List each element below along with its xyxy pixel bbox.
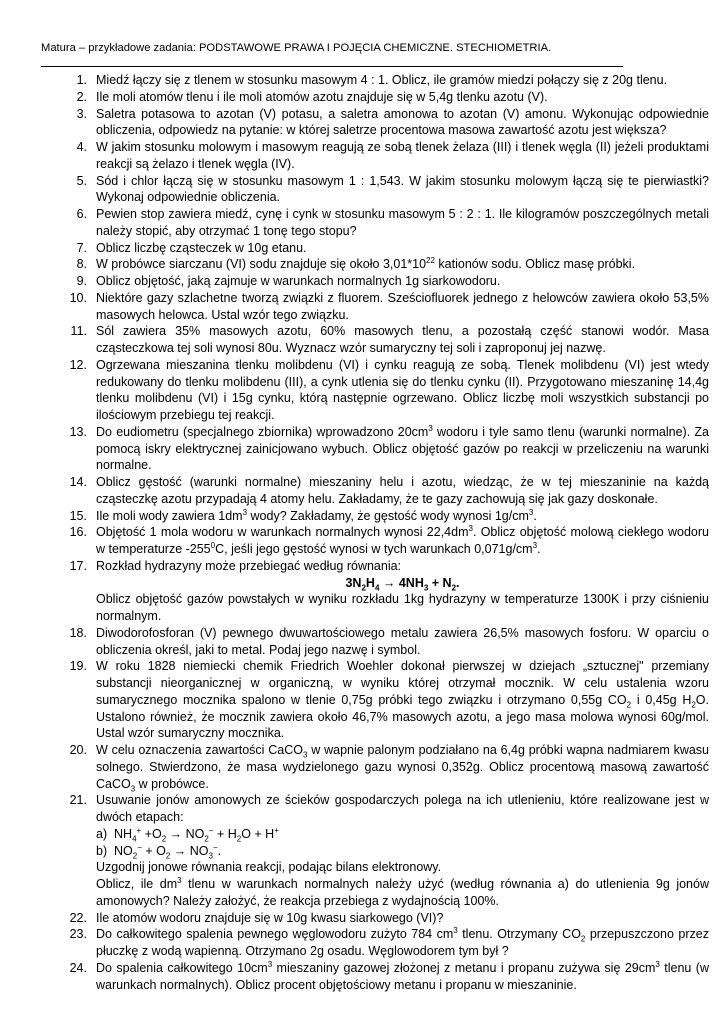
- task-number: 11.: [70, 324, 87, 339]
- task-text: Pewien stop zawiera miedź, cynę i cynk w stosunku masowym 5 : 2 : 1. Ile kilogramów poszczególnych metali należy stopić, aby otrzymać 1 tonę tego stopu?: [96, 207, 709, 238]
- task-number: 8.: [76, 257, 87, 272]
- task-text: W probówce siarczanu (VI) sodu znajduje się około $3,01*10^{22}$ kationów sodu. Oblicz masę próbki.: [96, 256, 636, 272]
- task-text: Usuwanie jonów amonowych ze ścieków gospodarczych polega na ich utlenieniu, które realizowane jest w dwóch etapach: a) $NH_4^+ +O_2 \to NO_2^- + H_2O + H^+$ b) $NO_2^- + O_2 \to NO_3^-$. Uzgodnij jonowe równania reakcji, podając bilans elektronowy. Oblicz, ile $dm^3$ tlenu w warunkach normalnych należy użyć (według równania a) do utlenienia 9g jonów amonowych? Należy założyć, że reakcja przebiega z wydajnością 100%.: [96, 793, 709, 908]
- header-divider: [41, 66, 623, 67]
- task-item: [41, 139, 709, 173]
- task-number: 7.: [76, 240, 87, 255]
- task-number: 21.: [69, 793, 87, 808]
- task-item: [41, 72, 709, 89]
- task-number: 17.: [69, 558, 87, 573]
- task-item: [41, 792, 709, 909]
- task-number: 5.: [76, 173, 87, 188]
- task-text: Ile moli wody zawiera $1dm^3$ wody? Zakładamy, że gęstość wody wynosi $1g/cm^3$.: [96, 507, 537, 523]
- task-item: [41, 742, 709, 792]
- task-item: [41, 960, 709, 994]
- task-item: [41, 290, 709, 324]
- task-number: 22.: [69, 910, 87, 925]
- task-number: 24.: [69, 960, 87, 975]
- task-text: Do spalenia całkowitego $10cm^3$ mieszaniny gazowej złożonej z metanu i propanu zużywa się $29cm^3$ tlenu (w warunkach normalnych). Oblicz procent objętościowy metanu i propanu w mieszaninie.: [96, 959, 709, 992]
- task-text: Niektóre gazy szlachetne tworzą związki z fluorem. Sześciofluorek jednego z helowców zawiera około 53,5% masowych helowca. Ustal wzór tego związku.: [96, 290, 709, 322]
- task-text: Ogrzewana mieszanina tlenku molibdenu (VI) i cynku reagują ze sobą. Tlenek molibdenu (VI) jest wtedy redukowany do tlenku molibdenu (III), a cynk utlenia się do tlenku cynku (II). Przygotowano mieszaninę 14,4g tlenku molibdenu (VI) i 15g cynku, którą następnie ogrzewano. Oblicz liczbę moli wszystkich substancji po ilościowym przebiegu tej reakcji.: [96, 357, 709, 422]
- task-text: W roku 1828 niemiecki chemik Friedrich Woehler dokonał pierwszej w dziejach „sztucznej" przemiany substancji nieorganicznej w organiczną, w wyniku której otrzymał mocznik. W celu ustalenia wzoru sumarycznego mocznika spalono w tlenie 0,75g próbki tego związku i otrzymano 0,55g $CO_2$ i 0,45g $H_2O$. Ustalono również, że mocznik zawiera około 46,7% masowych azotu, a jego masa molowa wynosi 60g/mol. Ustal wzór sumaryczny mocznika.: [96, 659, 709, 741]
- task-item: [41, 106, 709, 140]
- task-text: Rozkład hydrazyny może przebiegać według równania: $3N_2H_4 \to 4NH_3 + N_2$. Oblicz objętość gazów powstałych w wyniku rozkładu 1kg hydrazyny w temperaturze 1300K i przy ciśnieniu normalnym.: [96, 558, 709, 623]
- task-list: [41, 72, 709, 993]
- task-item: [41, 625, 709, 659]
- task-item: [41, 524, 709, 558]
- task-item: [41, 173, 709, 207]
- task-number: 2.: [76, 89, 87, 104]
- task-number: 6.: [76, 207, 87, 221]
- task-item: [41, 89, 709, 106]
- task-item: [41, 658, 709, 742]
- task-text: Do całkowitego spalenia pewnego węglowodoru zużyto 784 $cm^3$ tlenu. Otrzymany $CO_2$ przepuszczono przez płuczkę z wodą wapienną. Otrzymano 2g osadu. Węglowodorem tym był ?: [96, 926, 709, 958]
- task-number: 9.: [76, 274, 87, 288]
- task-item: [41, 273, 709, 290]
- task-number: 1.: [76, 73, 87, 87]
- task-text: Oblicz gęstość (warunki normalne) mieszaniny helu i azotu, wiedząc, że w tej mieszaninie na każdą cząsteczkę azotu przypadają 4 atomy helu. Zakładamy, że te gazy zachowują się jak gazy doskonałe.: [96, 475, 709, 506]
- task-number: 15.: [69, 508, 87, 523]
- task-text: Ile atomów wodoru znajduje się w 10g kwasu siarkowego (VI)?: [96, 910, 444, 925]
- task-item: [41, 910, 709, 927]
- task-text: Saletra potasowa to azotan (V) potasu, a saletra amonowa to azotan (V) amonu. Wykonując odpowiednie obliczenia, odpowiedz na pytanie: w której saletrze procentowa masowa zawartość azotu jest większa?: [96, 106, 709, 138]
- task-item: [41, 424, 709, 474]
- task-number: 16.: [69, 525, 87, 540]
- task-item: [41, 256, 709, 273]
- task-text: Sód i chlor łączą się w stosunku masowym 1 : 1,543. W jakim stosunku molowym łączą się te pierwiastki? Wykonaj odpowiednie obliczenia.: [96, 173, 709, 205]
- task-text: W jakim stosunku molowym i masowym reagują ze sobą tlenek żelaza (III) i tlenek węgla (II) jeżeli produktami reakcji są żelazo i tlenek węgla (IV).: [96, 140, 709, 171]
- task-text: Diwodorofosforan (V) pewnego dwuwartościowego metalu zawiera 26,5% masowych fosforu. W oparciu o obliczenia określ, jaki to metal. Podaj jego nazwę i symbol.: [96, 625, 709, 657]
- task-number: 12.: [69, 357, 87, 372]
- task-number: 10.: [69, 290, 87, 305]
- task-item: [41, 508, 709, 525]
- task-number: 14.: [69, 475, 87, 489]
- task-item: [41, 558, 709, 625]
- task-number: 3.: [76, 106, 87, 121]
- task-text: Do eudiometru (specjalnego zbiornika) wprowadzono $20cm^3$ wodoru i tyle samo tlenu (warunki normalne). Za pomocą iskry elektrycznej zainicjowano wybuch. Oblicz objętość gazów po reakcji w przeliczeniu na warunki normalne.: [96, 423, 709, 473]
- task-number: 4.: [76, 140, 87, 154]
- task-item: [41, 206, 709, 240]
- task-text: Miedź łączy się z tlenem w stosunku masowym 4 : 1. Oblicz, ile gramów miedzi połączy się z 20g tlenu.: [96, 73, 668, 87]
- task-text: Oblicz liczbę cząsteczek w 10g etanu.: [96, 240, 307, 255]
- task-item: [41, 323, 709, 357]
- task-number: 19.: [69, 659, 87, 674]
- task-number: 20.: [69, 743, 87, 757]
- task-text: Objętość 1 mola wodoru w warunkach normalnych wynosi $22,4dm^3$. Oblicz objętość molową ciekłego wodoru w temperaturze $-255^0C$, jeśli jego gęstość wynosi w tych warunkach $0,071g/cm^3$.: [96, 524, 709, 556]
- task-item: [41, 926, 709, 960]
- task-item: [41, 357, 709, 424]
- task-text: W celu oznaczenia zawartości CaCO$_3$ w wapnie palonym podziałano na 6,4g próbki wapna nadmiarem kwasu solnego. Stwierdzono, że masa wydzielonego gazu wynosi 0,352g. Oblicz procentową masową zawartość CaCO$_3$ w probówce.: [96, 743, 709, 793]
- task-text: Oblicz objętość, jaką zajmuje w warunkach normalnych 1g siarkowodoru.: [96, 274, 501, 288]
- task-text: Sól zawiera 35% masowych azotu, 60% masowych tlenu, a pozostałą część stanowi wodór. Masa cząsteczkowa tej soli wynosi 80u. Wyznacz wzór sumaryczny tej soli i zaproponuj jej nazwę.: [96, 324, 709, 355]
- task-text: Ile moli atomów tlenu i ile moli atomów azotu znajduje się w 5,4g tlenku azotu (V).: [96, 89, 548, 104]
- task-number: 18.: [69, 625, 87, 640]
- task-item: [41, 240, 709, 257]
- page-header: Matura – przykładowe zadania: PODSTAWOWE PRAWA I POJĘCIA CHEMICZNE. STECHIOMETRIA.: [41, 42, 552, 54]
- task-item: [41, 474, 709, 508]
- task-number: 23.: [69, 927, 87, 942]
- task-number: 13.: [69, 424, 87, 439]
